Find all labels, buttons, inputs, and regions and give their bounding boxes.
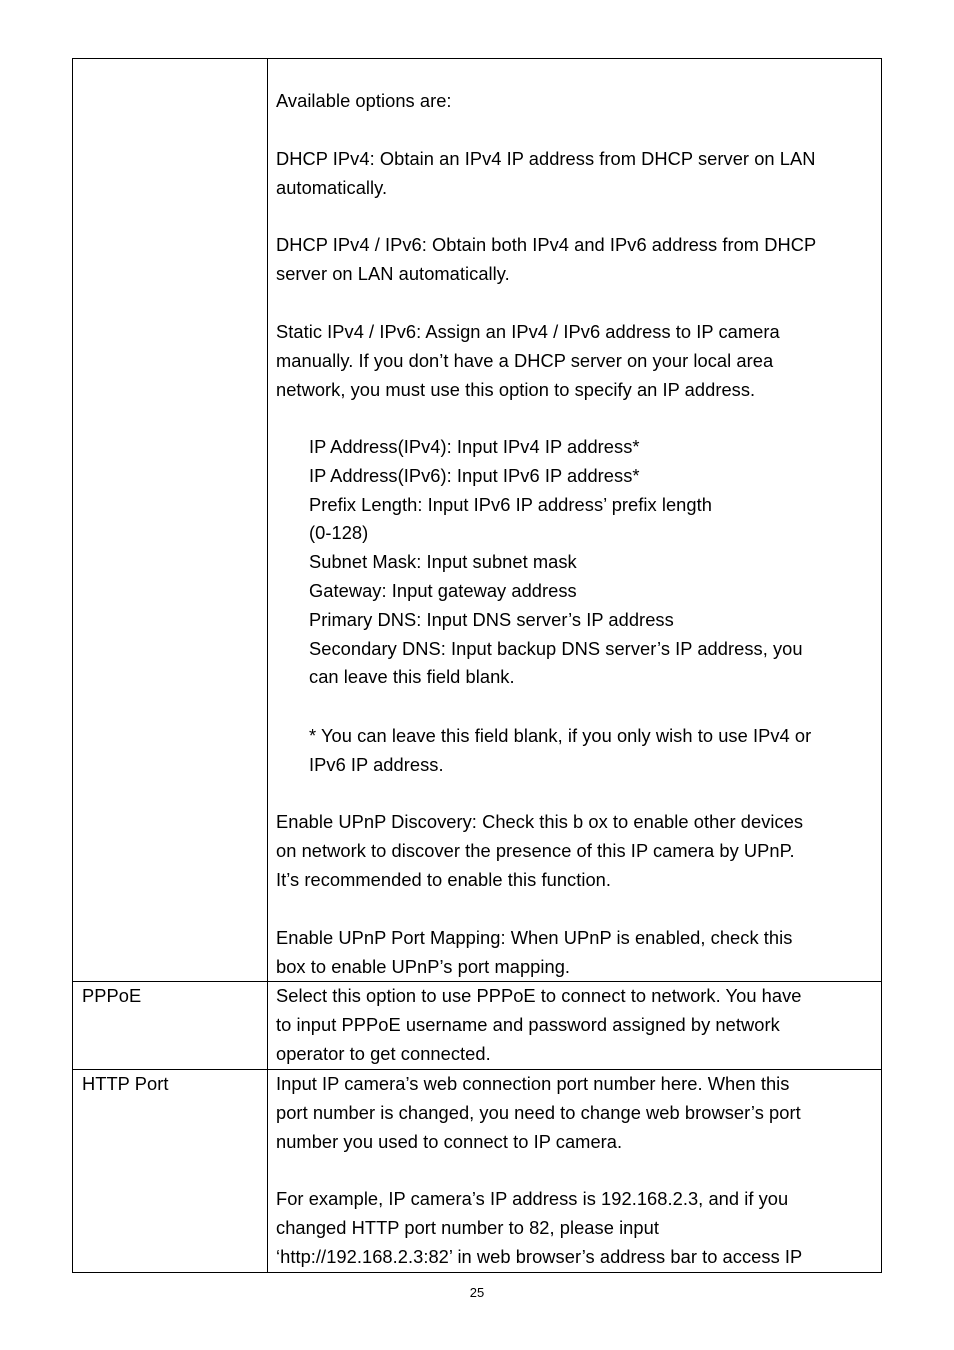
dhcp-ipv4-ipv6-option: DHCP IPv4 / IPv6: Obtain both IPv4 and IPv6 address from DHCP server on LAN automatically.	[276, 234, 817, 284]
ipv6-note: * You can leave this field blank, if you only wish to use IPv4 or IPv6 IP address.	[309, 725, 812, 775]
table-border-left	[72, 58, 73, 1273]
pppoe-description: Select this option to use PPPoE to connect to network. You have to input PPPoE username and password assigned by network operator to get connected.	[276, 985, 802, 1064]
page-number: 25	[469, 1285, 485, 1300]
http-port-label: HTTP Port	[82, 1073, 169, 1094]
table-border-bottom	[72, 1272, 882, 1273]
options-intro: Available options are:	[276, 90, 452, 111]
dhcp-ipv4-option: DHCP IPv4: Obtain an IPv4 IP address from DHCP server on LAN automatically.	[276, 148, 816, 198]
upnp-discovery-description: Enable UPnP Discovery: Check this b ox to enable other devices on network to discover the presence of this IP camera by UPnP. It’s recommended to enable this function.	[276, 811, 804, 890]
static-fields-list: IP Address(IPv4): Input IPv4 IP address* IP Address(IPv6): Input IPv6 IP address* Prefix Length: Input IPv6 IP address’ prefix length (0-128) Subnet Mask: Input subnet mask Gateway: Input gateway address Primary DNS: Input DNS server’s IP address Secondary DNS: Input backup DNS server’s IP address, you can leave this field blank.	[309, 436, 803, 688]
static-option: Static IPv4 / IPv6: Assign an IPv4 / IPv6 address to IP camera manually. If you don’t have a DHCP server on your local area network, you must use this option to specify an IP address.	[276, 321, 780, 400]
settings-table	[72, 58, 882, 1273]
http-port-example: For example, IP camera’s IP address is 192.168.2.3, and if you changed HTTP port number to 82, please input ‘http://192.168.2.3:82’ in web browser’s address bar to access IP	[276, 1188, 803, 1267]
pppoe-label: PPPoE	[82, 985, 142, 1006]
column-divider	[267, 58, 268, 1273]
table-border-top	[72, 58, 882, 59]
upnp-port-mapping-description: Enable UPnP Port Mapping: When UPnP is enabled, check this box to enable UPnP’s port mapping.	[276, 927, 793, 977]
http-port-paragraph: Input IP camera’s web connection port number here. When this port number is changed, you need to change web browser’s port number you used to connect to IP camera.	[276, 1073, 801, 1152]
http-port-description	[276, 1070, 802, 1272]
table-border-right	[881, 58, 882, 1273]
